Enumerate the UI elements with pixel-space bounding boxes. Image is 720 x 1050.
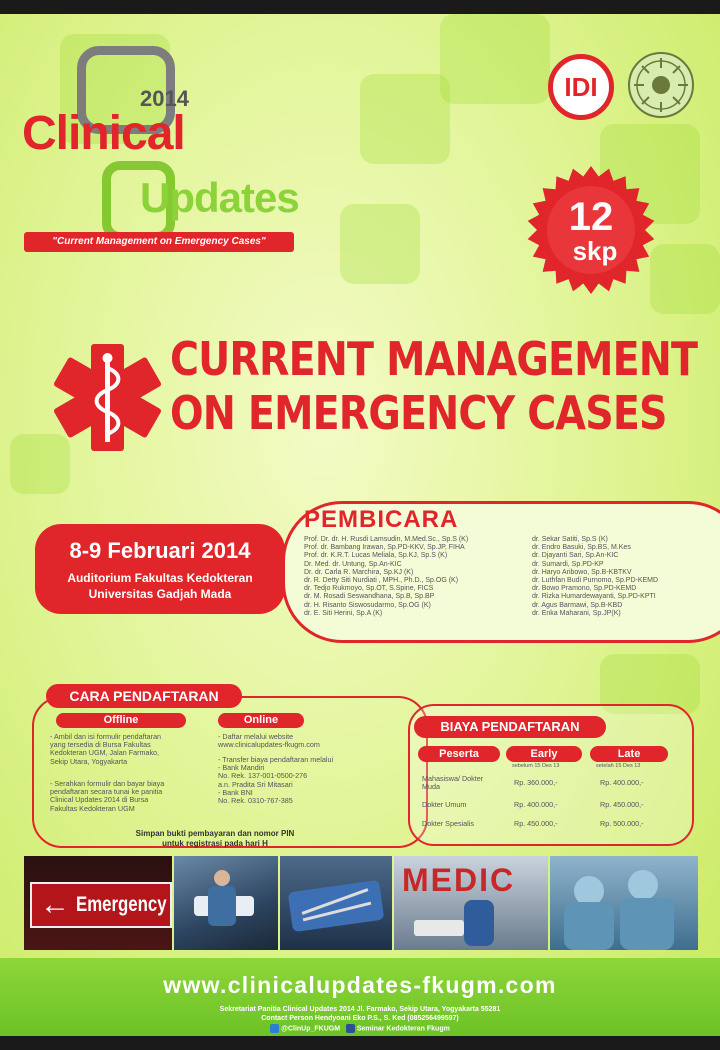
fees-row-late: Rp. 400.000,- (600, 778, 644, 787)
main-headline (170, 332, 698, 440)
offline-step-line: - Ambil dan isi formulir pendaftaran (50, 732, 162, 741)
offline-instructions-2 (50, 780, 164, 813)
offline-step-line: Sekip Utara, Yogyakarta (50, 756, 128, 766)
logo-tagline: "Current Management on Emergency Cases" (24, 232, 294, 252)
offline-step-line: Clinical Updates 2014 di Bursa (50, 795, 149, 805)
offline-step-line: pendaftaran secara tunai ke panitia (50, 787, 163, 797)
bg-square (440, 14, 550, 104)
logo-updates: Updates (140, 174, 299, 221)
speaker-name: dr. Sumardi, Sp.PD-KP (532, 560, 604, 568)
twitter-icon (270, 1024, 279, 1033)
speaker-name: dr. Luthfan Budi Purnomo, Sp.PD-KEMD (532, 577, 659, 585)
online-step-line: No. Rek. 137-001-0500-276 (218, 771, 308, 781)
offline-instructions-1 (50, 733, 161, 766)
poster (0, 14, 720, 1036)
medic-photo (394, 856, 548, 950)
logo-clinical: Clinical (22, 107, 185, 160)
offline-step-line: Fakultas Kedokteran UGM (50, 803, 135, 813)
registration-note-line1: Simpan bukti pembayaran dan nomor PIN (135, 829, 295, 838)
fees-row-late: Rp. 500.000,- (600, 819, 644, 828)
twitter-handle[interactable]: @ClinUp_FKUGM (281, 1025, 341, 1033)
fees-late-note: setelah 15 Des 13 (596, 763, 641, 769)
fees-row-peserta: Dokter Spesialis (422, 819, 474, 828)
speakers-list-right (532, 536, 658, 618)
registration-note-line2: untuk registrasi pada hari H (162, 839, 268, 848)
registration-note (90, 829, 340, 849)
emergency-sign-text: Emergency (76, 893, 167, 916)
event-date-pill (35, 524, 285, 614)
speaker-name: dr. M. Rosadi Seswandhana, Sp.B, Sp.BP (304, 593, 435, 601)
speaker-name: dr. Enka Maharani, Sp.JP(K) (532, 609, 621, 617)
online-label: Online (218, 713, 304, 728)
facebook-page[interactable]: Seminar Kedokteran Fkugm (356, 1025, 450, 1033)
medic-sign-text: MEDIC (402, 862, 516, 898)
clinical-updates-logo (22, 36, 302, 246)
fees-row-peserta: Dokter Umum (422, 800, 467, 809)
speaker-name: dr. Rizka Humardewayanti, Sp.PD-KPTI (532, 593, 656, 601)
ugm-seal-icon (626, 50, 696, 120)
speaker-name: dr. Haryo Aribowo, Sp.B-KBTKV (532, 568, 632, 576)
speaker-name: dr. Endro Basuki, Sp.BS, M.Kes (532, 544, 631, 552)
arrow-left-icon: ← (40, 888, 70, 921)
online-step-line: - Bank BNI (218, 787, 253, 797)
fees-title: BIAYA PENDAFTARAN (414, 716, 606, 738)
offline-step-line: - Serahkan formulir dan bayar biaya (50, 779, 165, 788)
fees-header-peserta: Peserta (418, 746, 500, 762)
fees-row-early: Rp. 360.000,- (514, 778, 558, 787)
speaker-name: dr. Djayanti Sari, Sp.An-KIC (532, 552, 619, 560)
bg-square (360, 74, 450, 164)
logo-year: 2014 (140, 86, 189, 111)
fees-row-early: Rp. 400.000,- (514, 800, 558, 809)
skp-badge (525, 164, 657, 296)
online-step-line: - Bank Mandiri (218, 763, 265, 773)
speakers-list-left (304, 536, 468, 618)
online-step-line: - Daftar melalui website (218, 732, 294, 741)
event-venue-line2: Universitas Gadjah Mada (88, 587, 232, 601)
headline-line2: ON EMERGENCY CASES (170, 386, 667, 440)
online-step-line: www.clinicalupdates-fkugm.com (218, 740, 320, 750)
fees-row-late: Rp. 450.000,- (600, 800, 644, 809)
speaker-name: Dr. Med. dr. Untung, Sp.An-KIC (304, 560, 402, 568)
website-url[interactable]: www.clinicalupdates-fkugm.com (163, 972, 557, 998)
surgical-instruments-photo (280, 856, 392, 950)
speaker-name: Prof. dr. K.R.T. Lucas Meliala, Sp.KJ, Sp.S (K) (304, 552, 448, 560)
photo-strip (24, 856, 698, 950)
offline-step-line: yang tersedia di Bursa Fakultas (50, 740, 151, 750)
speaker-name: Prof. dr. Bambang Irawan, Sp.PD-KKV, Sp.JP, FIHA (304, 544, 465, 552)
speaker-name: Dr. dr. Carla R. Marchira, Sp.KJ (K) (304, 568, 414, 576)
event-date: 8-9 Februari 2014 (69, 538, 251, 563)
fees-row-early: Rp. 450.000,- (514, 819, 558, 828)
fees-header-late: Late (590, 746, 668, 762)
event-venue-line1: Auditorium Fakultas Kedokteran (67, 571, 253, 585)
bg-square (650, 244, 720, 314)
fees-early-note: sebelum 15 Des 13 (512, 763, 560, 769)
speaker-name: dr. H. Risanto Siswosudarmo, Sp.OG (K) (304, 601, 431, 609)
speaker-name: dr. Agus Barmawi, Sp.B-KBD (532, 601, 623, 609)
offline-step-line: Kedokteran UGM, Jalan Farmako, (50, 748, 160, 758)
skp-label: skp (572, 236, 618, 266)
hospital-ward-photo (174, 856, 278, 950)
fees-row-peserta: Mahasiswa/ Dokter Muda (422, 774, 484, 791)
online-instructions-1 (218, 733, 320, 749)
star-of-life-icon (50, 340, 165, 455)
speaker-name: dr. R. Detty Siti Nurdiati , MPH., Ph.D., Sp.OG (K) (304, 577, 459, 585)
contact-person: Contact Person Hendyoani Eko P.S., S. Ked (085256499597) (261, 1015, 459, 1022)
registration-title: CARA PENDAFTARAN (46, 684, 242, 708)
online-instructions-2 (218, 756, 333, 805)
emergency-sign-photo (24, 856, 172, 950)
online-step-line: a.n. Pradita Sri Mitasari (218, 779, 293, 789)
offline-label: Offline (56, 713, 186, 728)
speakers-title: PEMBICARA (304, 506, 459, 533)
facebook-icon (346, 1024, 355, 1033)
speaker-name: dr. E. Siti Herini, Sp.A (K) (304, 609, 383, 617)
bg-square (340, 204, 420, 284)
speaker-name: Prof. Dr. dr. H. Rusdi Lamsudin, M.Med.Sc., Sp.S (K) (304, 536, 469, 543)
speaker-name: dr. Bowo Pramono, Sp.PD-KEMD (532, 585, 637, 593)
secretariat-address: Sekretariat Panitia Clinical Updates 2014 Jl. Farmako, Sekip Utara, Yogyakarta 55281 (219, 1006, 501, 1013)
online-step-line: - Transfer biaya pendaftaran melalui (218, 755, 334, 764)
skp-number: 12 (568, 195, 614, 239)
speaker-name: dr. Tedjo Rukmoyo, Sp.OT, S.Spine, FICS (304, 585, 434, 593)
idi-logo: IDI (548, 54, 614, 120)
speaker-name: dr. Sekar Satiti, Sp.S (K) (532, 536, 608, 543)
footer (0, 958, 720, 1036)
headline-line1: CURRENT MANAGEMENT (170, 332, 698, 386)
surgery-team-photo (550, 856, 698, 950)
fees-header-early: Early (506, 746, 582, 762)
online-step-line: No. Rek. 0310-767-385 (218, 796, 293, 806)
